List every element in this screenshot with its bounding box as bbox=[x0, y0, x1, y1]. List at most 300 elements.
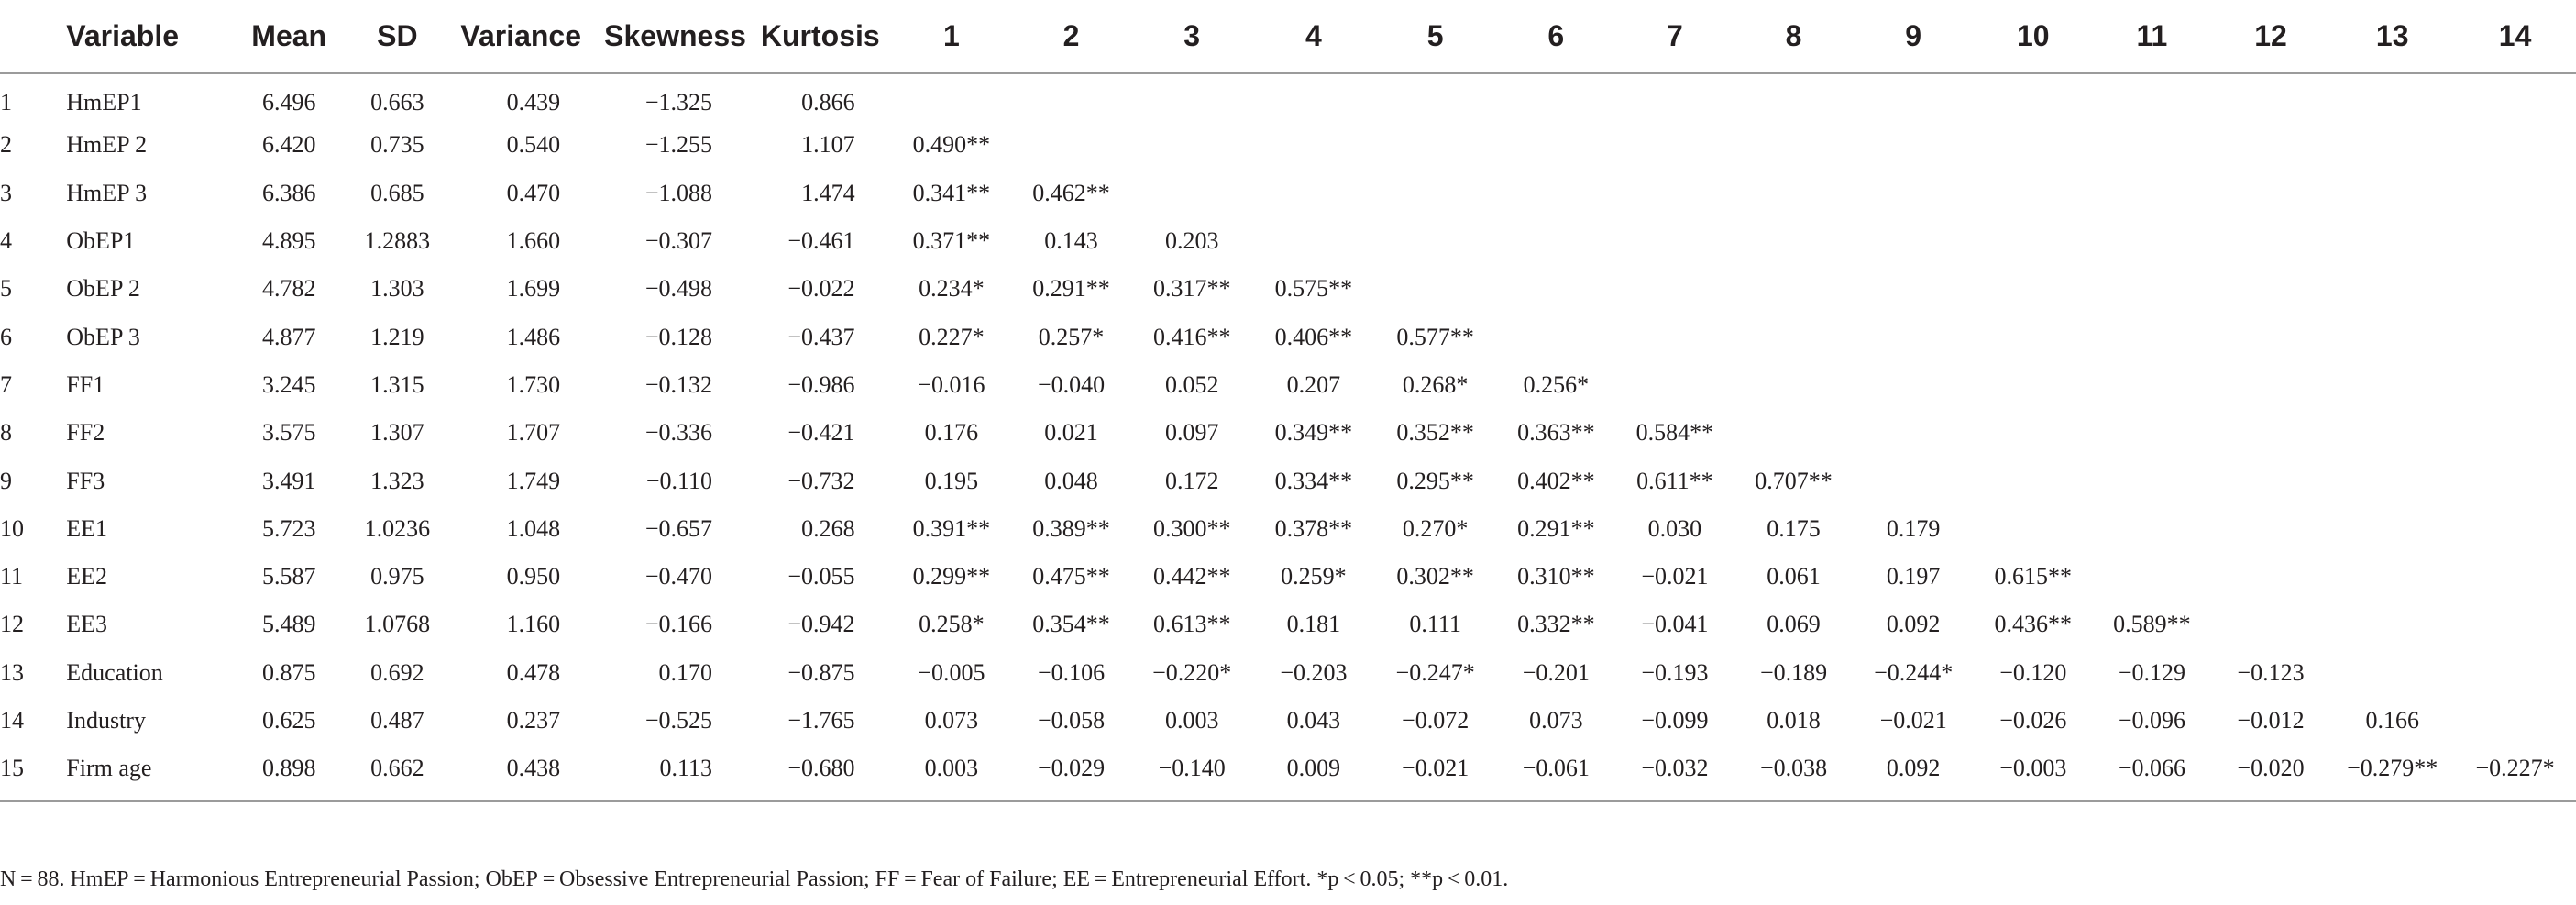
value-cell: −0.040 bbox=[1037, 370, 1106, 398]
row-index-cell: 13 bbox=[0, 658, 24, 686]
value-cell bbox=[2454, 601, 2576, 648]
value-cell bbox=[1973, 121, 2093, 169]
value-cell bbox=[2093, 265, 2211, 313]
value-cell: 0.442** bbox=[1152, 563, 1231, 590]
value-cell: 0.003 bbox=[924, 754, 979, 781]
value-cell: 3.491 bbox=[261, 467, 316, 494]
value-cell: 0.048 bbox=[1044, 467, 1098, 494]
value-cell bbox=[1616, 170, 1734, 217]
value-cell: 0.436** bbox=[1994, 611, 2073, 638]
value-cell: −0.055 bbox=[787, 563, 855, 590]
value-cell: 0.258* bbox=[919, 611, 985, 638]
value-cell: 1.474 bbox=[801, 179, 855, 206]
value-cell: 0.439 bbox=[506, 88, 561, 116]
header-cell-14: 14 bbox=[2498, 19, 2532, 52]
row-index-cell: 7 bbox=[0, 370, 12, 398]
value-cell: 0.332** bbox=[1517, 611, 1595, 638]
value-cell bbox=[2211, 457, 2331, 504]
value-cell: −0.110 bbox=[645, 467, 713, 494]
table-row bbox=[0, 457, 2576, 504]
value-cell: 0.268* bbox=[1402, 370, 1469, 398]
value-cell: −1.088 bbox=[644, 179, 713, 206]
table-row bbox=[0, 697, 2576, 745]
value-cell: 0.462** bbox=[1032, 179, 1110, 206]
value-cell: 0.207 bbox=[1286, 370, 1341, 398]
value-cell bbox=[1973, 505, 2093, 553]
value-cell bbox=[2211, 313, 2331, 360]
header-cell-2: 2 bbox=[1062, 19, 1080, 52]
table-body bbox=[0, 73, 2576, 801]
variable-name-cell: EE2 bbox=[66, 563, 108, 590]
value-cell bbox=[1011, 73, 1131, 121]
value-cell bbox=[1854, 73, 1974, 121]
value-cell bbox=[1374, 265, 1496, 313]
table-row bbox=[0, 73, 2576, 121]
value-cell: −0.061 bbox=[1522, 754, 1590, 781]
value-cell: −0.123 bbox=[2237, 658, 2305, 686]
value-cell bbox=[2454, 170, 2576, 217]
value-cell bbox=[2093, 217, 2211, 265]
value-cell bbox=[1734, 217, 1854, 265]
value-cell: 1.486 bbox=[506, 323, 561, 350]
value-cell: −0.201 bbox=[1522, 658, 1590, 686]
value-cell bbox=[2093, 457, 2211, 504]
value-cell: −1.325 bbox=[644, 88, 713, 116]
value-cell bbox=[2211, 217, 2331, 265]
value-cell bbox=[2093, 73, 2211, 121]
value-cell bbox=[2454, 697, 2576, 745]
table-row bbox=[0, 313, 2576, 360]
value-cell: 0.092 bbox=[1886, 754, 1941, 781]
value-cell: −0.120 bbox=[1999, 658, 2067, 686]
value-cell bbox=[1616, 265, 1734, 313]
variable-name-cell: EE3 bbox=[66, 611, 108, 638]
header-cell-12: 12 bbox=[2254, 19, 2287, 52]
variable-name-cell: Firm age bbox=[66, 754, 152, 781]
header-cell-4: 4 bbox=[1305, 19, 1322, 52]
value-cell bbox=[2093, 170, 2211, 217]
row-index-cell: 4 bbox=[0, 227, 12, 255]
value-cell: 0.302** bbox=[1396, 563, 1474, 590]
value-cell bbox=[892, 73, 1012, 121]
value-cell: 0.291** bbox=[1032, 275, 1110, 303]
value-cell: 1.707 bbox=[506, 419, 561, 447]
value-cell bbox=[2211, 121, 2331, 169]
header-cell-mean: Mean bbox=[251, 19, 327, 52]
value-cell bbox=[2211, 361, 2331, 409]
value-cell: −0.021 bbox=[1402, 754, 1470, 781]
value-cell: 0.577** bbox=[1396, 323, 1474, 350]
value-cell: −0.096 bbox=[2118, 707, 2185, 734]
value-cell: −0.020 bbox=[2237, 754, 2305, 781]
value-cell: 0.259* bbox=[1281, 563, 1347, 590]
value-cell: −0.244* bbox=[1874, 658, 1954, 686]
value-cell bbox=[1973, 361, 2093, 409]
table-row bbox=[0, 505, 2576, 553]
value-cell: 0.009 bbox=[1286, 754, 1341, 781]
value-cell: −0.437 bbox=[787, 323, 855, 350]
value-cell: 0.341** bbox=[912, 179, 991, 206]
value-cell: 0.018 bbox=[1767, 707, 1821, 734]
value-cell: 0.310** bbox=[1517, 563, 1595, 590]
value-cell bbox=[1973, 217, 2093, 265]
value-cell bbox=[1734, 73, 1854, 121]
value-cell bbox=[1253, 121, 1375, 169]
row-index-cell: 9 bbox=[0, 467, 12, 494]
row-index-cell: 2 bbox=[0, 131, 12, 159]
value-cell bbox=[1253, 73, 1375, 121]
value-cell bbox=[1973, 409, 2093, 457]
value-cell: 0.611** bbox=[1636, 467, 1713, 494]
variable-name-cell: FF3 bbox=[66, 467, 105, 494]
table-row bbox=[0, 361, 2576, 409]
value-cell: −0.038 bbox=[1759, 754, 1828, 781]
value-cell: 0.898 bbox=[261, 754, 316, 781]
value-cell bbox=[2211, 265, 2331, 313]
value-cell bbox=[2211, 409, 2331, 457]
variable-name-cell: HmEP1 bbox=[66, 88, 142, 116]
value-cell bbox=[2330, 457, 2454, 504]
value-cell: 0.363** bbox=[1517, 419, 1595, 447]
value-cell: −0.498 bbox=[644, 275, 713, 303]
value-cell bbox=[2211, 601, 2331, 648]
value-cell: 0.111 bbox=[1409, 611, 1461, 638]
value-cell: −0.680 bbox=[787, 754, 855, 781]
value-cell: 0.170 bbox=[658, 658, 713, 686]
value-cell: 0.354** bbox=[1032, 611, 1110, 638]
value-cell: 0.021 bbox=[1044, 419, 1098, 447]
value-cell bbox=[1253, 217, 1375, 265]
value-cell: 5.489 bbox=[261, 611, 316, 638]
value-cell: −0.021 bbox=[1641, 563, 1709, 590]
value-cell: 0.299** bbox=[912, 563, 991, 590]
value-cell: −0.732 bbox=[787, 467, 855, 494]
value-cell: 0.113 bbox=[659, 754, 713, 781]
value-cell: 1.699 bbox=[506, 275, 561, 303]
variable-name-cell: HmEP 3 bbox=[66, 179, 148, 206]
value-cell: −0.041 bbox=[1641, 611, 1709, 638]
value-cell: 0.052 bbox=[1164, 370, 1219, 398]
value-cell: −0.058 bbox=[1037, 707, 1106, 734]
value-cell bbox=[2211, 505, 2331, 553]
value-cell bbox=[2330, 73, 2454, 121]
value-cell: 3.575 bbox=[261, 419, 316, 447]
value-cell: 0.237 bbox=[506, 707, 561, 734]
variable-name-cell: EE1 bbox=[66, 514, 108, 542]
header-cell-11: 11 bbox=[2136, 19, 2168, 52]
value-cell: 0.685 bbox=[370, 179, 424, 206]
header-cell-sd: SD bbox=[377, 19, 418, 52]
value-cell: 0.143 bbox=[1044, 227, 1098, 255]
value-cell bbox=[1131, 170, 1253, 217]
value-cell bbox=[2454, 505, 2576, 553]
value-cell: 4.782 bbox=[261, 275, 316, 303]
value-cell: 4.877 bbox=[261, 323, 316, 350]
value-cell: 6.496 bbox=[261, 88, 316, 116]
value-cell bbox=[1854, 313, 1974, 360]
value-cell: −0.247* bbox=[1395, 658, 1475, 686]
value-cell: −0.227* bbox=[2475, 754, 2555, 781]
value-cell: 0.334** bbox=[1274, 467, 1353, 494]
value-cell bbox=[1131, 73, 1253, 121]
value-cell: 0.179 bbox=[1886, 514, 1941, 542]
value-cell: 1.107 bbox=[801, 131, 855, 159]
value-cell bbox=[1734, 170, 1854, 217]
value-cell bbox=[2093, 409, 2211, 457]
value-cell: 1.749 bbox=[506, 467, 561, 494]
value-cell bbox=[2093, 313, 2211, 360]
value-cell: 0.270* bbox=[1402, 514, 1469, 542]
value-cell bbox=[2454, 73, 2576, 121]
value-cell bbox=[2454, 313, 2576, 360]
value-cell bbox=[2211, 553, 2331, 601]
value-cell: 1.730 bbox=[506, 370, 561, 398]
header-cell-9: 9 bbox=[1905, 19, 1922, 52]
value-cell bbox=[2330, 409, 2454, 457]
value-cell: −0.021 bbox=[1879, 707, 1947, 734]
value-cell: 0.197 bbox=[1886, 563, 1941, 590]
value-cell: −0.003 bbox=[1999, 754, 2067, 781]
table-row bbox=[0, 170, 2576, 217]
value-cell: 0.438 bbox=[506, 754, 561, 781]
value-cell: 0.875 bbox=[261, 658, 316, 686]
value-cell bbox=[1734, 121, 1854, 169]
header-cell-6: 6 bbox=[1547, 19, 1565, 52]
table-row bbox=[0, 649, 2576, 697]
value-cell bbox=[2330, 313, 2454, 360]
value-cell: 0.475** bbox=[1032, 563, 1110, 590]
value-cell: −0.461 bbox=[787, 227, 855, 255]
header-cell-1: 1 bbox=[942, 19, 960, 52]
value-cell: −0.336 bbox=[644, 419, 713, 447]
header-cell-skewness: Skewness bbox=[604, 19, 746, 52]
value-cell: 0.181 bbox=[1286, 611, 1341, 638]
value-cell bbox=[1734, 361, 1854, 409]
value-cell: 0.625 bbox=[261, 707, 316, 734]
header-cell-5: 5 bbox=[1426, 19, 1444, 52]
value-cell: −1.765 bbox=[787, 707, 855, 734]
value-cell: 0.003 bbox=[1164, 707, 1219, 734]
value-cell bbox=[1011, 121, 1131, 169]
value-cell: 0.043 bbox=[1286, 707, 1341, 734]
value-cell: 0.575** bbox=[1274, 275, 1353, 303]
value-cell bbox=[2454, 265, 2576, 313]
variable-name-cell: Industry bbox=[66, 707, 146, 734]
value-cell bbox=[1496, 265, 1616, 313]
value-cell: 0.478 bbox=[506, 658, 561, 686]
value-cell bbox=[1854, 409, 1974, 457]
value-cell bbox=[2330, 553, 2454, 601]
value-cell: 0.416** bbox=[1152, 323, 1231, 350]
value-cell: −0.032 bbox=[1641, 754, 1709, 781]
value-cell: 0.613** bbox=[1152, 611, 1231, 638]
header-cell-7: 7 bbox=[1667, 19, 1683, 52]
header-cell-index bbox=[0, 0, 59, 73]
value-cell: 1.307 bbox=[370, 419, 424, 447]
value-cell: 0.378** bbox=[1274, 514, 1353, 542]
value-cell bbox=[1973, 265, 2093, 313]
row-index-cell: 15 bbox=[0, 754, 24, 781]
value-cell: 0.257* bbox=[1038, 323, 1105, 350]
value-cell: 0.300** bbox=[1152, 514, 1231, 542]
value-cell bbox=[2211, 73, 2331, 121]
value-cell: −0.421 bbox=[787, 419, 855, 447]
value-cell: −0.012 bbox=[2237, 707, 2305, 734]
table-row bbox=[0, 121, 2576, 169]
value-cell: 0.584** bbox=[1635, 419, 1714, 447]
value-cell bbox=[2454, 457, 2576, 504]
value-cell: −0.279** bbox=[2347, 754, 2438, 781]
header-cell-10: 10 bbox=[2017, 19, 2050, 52]
value-cell bbox=[1616, 121, 1734, 169]
value-cell bbox=[2330, 361, 2454, 409]
value-cell: 0.166 bbox=[2365, 707, 2419, 734]
table-footnote: N = 88. HmEP = Harmonious Entrepreneurial Passion; ObEP = Obsessive Entrepreneurial Passion; FF = Fear of Failure; EE = Entrepreneurial Effort. *p < 0.05; **p < 0.01. bbox=[0, 867, 1509, 891]
value-cell: 1.660 bbox=[506, 227, 561, 255]
variable-name-cell: ObEP 3 bbox=[66, 323, 140, 350]
value-cell: 0.487 bbox=[370, 707, 424, 734]
value-cell: 0.172 bbox=[1164, 467, 1219, 494]
value-cell: −0.129 bbox=[2118, 658, 2185, 686]
row-index-cell: 10 bbox=[0, 514, 24, 542]
variable-name-cell: ObEP 2 bbox=[66, 275, 140, 303]
value-cell bbox=[2454, 649, 2576, 697]
value-cell: 0.391** bbox=[912, 514, 991, 542]
value-cell: 1.048 bbox=[506, 514, 561, 542]
value-cell: 0.175 bbox=[1767, 514, 1821, 542]
variable-name-cell: HmEP 2 bbox=[66, 131, 148, 159]
value-cell: 1.2883 bbox=[364, 227, 431, 255]
row-index-cell: 12 bbox=[0, 611, 24, 638]
value-cell bbox=[1973, 457, 2093, 504]
value-cell: 1.219 bbox=[370, 323, 424, 350]
value-cell bbox=[2093, 553, 2211, 601]
value-cell: 1.0236 bbox=[364, 514, 431, 542]
value-cell: 0.950 bbox=[506, 563, 561, 590]
value-cell bbox=[1374, 73, 1496, 121]
header-cell-8: 8 bbox=[1785, 19, 1802, 52]
value-cell: −0.875 bbox=[787, 658, 855, 686]
value-cell bbox=[1973, 170, 2093, 217]
table-row bbox=[0, 265, 2576, 313]
value-cell: 0.589** bbox=[2113, 611, 2191, 638]
value-cell: 0.227* bbox=[919, 323, 985, 350]
table-row bbox=[0, 409, 2576, 457]
value-cell: 6.386 bbox=[261, 179, 316, 206]
value-cell bbox=[2330, 601, 2454, 648]
variable-name-cell: ObEP1 bbox=[66, 227, 136, 255]
value-cell bbox=[1973, 313, 2093, 360]
value-cell bbox=[2093, 121, 2211, 169]
header-cell-13: 13 bbox=[2375, 19, 2409, 52]
value-cell bbox=[2454, 553, 2576, 601]
value-cell bbox=[1854, 361, 1974, 409]
value-cell: −0.005 bbox=[918, 658, 985, 686]
value-cell: −0.140 bbox=[1158, 754, 1226, 781]
value-cell: 0.662 bbox=[370, 754, 424, 781]
table-header-row bbox=[0, 0, 2576, 73]
value-cell bbox=[1496, 217, 1616, 265]
value-cell: 0.317** bbox=[1152, 275, 1231, 303]
value-cell bbox=[1496, 73, 1616, 121]
value-cell: −0.189 bbox=[1759, 658, 1828, 686]
value-cell: 5.723 bbox=[261, 514, 316, 542]
value-cell bbox=[1374, 121, 1496, 169]
value-cell bbox=[1374, 217, 1496, 265]
value-cell bbox=[1854, 457, 1974, 504]
value-cell: 0.073 bbox=[1529, 707, 1583, 734]
value-cell bbox=[2330, 121, 2454, 169]
value-cell: 0.735 bbox=[370, 131, 424, 159]
row-index-cell: 5 bbox=[0, 275, 12, 303]
value-cell bbox=[1973, 73, 2093, 121]
value-cell bbox=[2330, 649, 2454, 697]
value-cell: −0.220* bbox=[1152, 658, 1232, 686]
value-cell bbox=[1854, 170, 1974, 217]
value-cell: −0.029 bbox=[1037, 754, 1106, 781]
value-cell: 0.470 bbox=[506, 179, 561, 206]
value-cell: 1.0768 bbox=[364, 611, 431, 638]
value-cell: 0.389** bbox=[1032, 514, 1110, 542]
value-cell: 0.866 bbox=[801, 88, 855, 116]
value-cell: −0.657 bbox=[644, 514, 713, 542]
value-cell: 0.975 bbox=[370, 563, 424, 590]
value-cell: −0.022 bbox=[787, 275, 855, 303]
row-index-cell: 1 bbox=[0, 88, 12, 116]
value-cell: 0.615** bbox=[1994, 563, 2073, 590]
value-cell: 1.323 bbox=[370, 467, 424, 494]
value-cell: 0.097 bbox=[1164, 419, 1219, 447]
value-cell: 0.406** bbox=[1274, 323, 1353, 350]
value-cell: 0.268 bbox=[801, 514, 855, 542]
table-row bbox=[0, 553, 2576, 601]
row-index-cell: 6 bbox=[0, 323, 12, 350]
variable-name-cell: FF1 bbox=[66, 370, 105, 398]
row-index-cell: 11 bbox=[0, 563, 24, 590]
value-cell: 0.030 bbox=[1647, 514, 1702, 542]
value-cell bbox=[2330, 265, 2454, 313]
value-cell: 1.303 bbox=[370, 275, 424, 303]
value-cell bbox=[1131, 121, 1253, 169]
value-cell: 0.402** bbox=[1517, 467, 1595, 494]
table-row bbox=[0, 217, 2576, 265]
value-cell: −0.016 bbox=[918, 370, 985, 398]
value-cell: 1.315 bbox=[370, 370, 424, 398]
value-cell bbox=[1734, 313, 1854, 360]
value-cell: 0.295** bbox=[1396, 467, 1474, 494]
variable-name-cell: FF2 bbox=[66, 419, 105, 447]
value-cell bbox=[2330, 505, 2454, 553]
value-cell: −0.203 bbox=[1280, 658, 1348, 686]
value-cell bbox=[1496, 121, 1616, 169]
value-cell bbox=[1374, 170, 1496, 217]
header-cell-variable: Variable bbox=[66, 19, 180, 52]
value-cell bbox=[1854, 217, 1974, 265]
value-cell bbox=[1253, 170, 1375, 217]
value-cell: 6.420 bbox=[261, 131, 316, 159]
value-cell: 0.069 bbox=[1767, 611, 1821, 638]
value-cell bbox=[2211, 170, 2331, 217]
table-row bbox=[0, 745, 2576, 801]
value-cell bbox=[1854, 265, 1974, 313]
value-cell: 0.707** bbox=[1755, 467, 1833, 494]
value-cell: −0.132 bbox=[644, 370, 713, 398]
value-cell: 4.895 bbox=[261, 227, 316, 255]
value-cell: 1.160 bbox=[506, 611, 561, 638]
value-cell: −1.255 bbox=[644, 131, 713, 159]
value-cell: −0.072 bbox=[1402, 707, 1470, 734]
value-cell bbox=[2093, 361, 2211, 409]
